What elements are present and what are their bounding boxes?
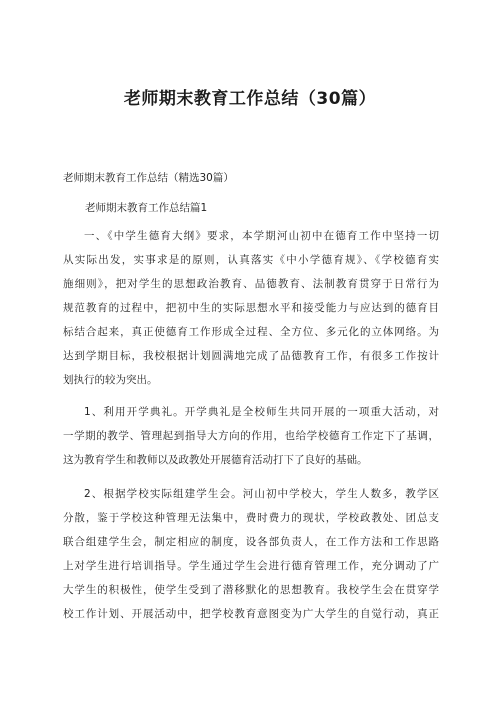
page-title: 老师期末教育工作总结（30篇） bbox=[123, 89, 377, 109]
paragraph-line: 规范教育的过程中，把初中生的实际思想水平和接受能力与应达到的德育目 bbox=[63, 302, 439, 314]
paragraph-3 bbox=[63, 482, 439, 626]
paragraph-1 bbox=[63, 224, 439, 392]
paragraph-line: 联合组建学生会，制定相应的制度，设各部负责人，在工作方法和工作思路 bbox=[63, 536, 439, 548]
paragraph-line: 1、利用开学典礼。开学典礼是全校师生共同开展的一项重大活动，对 bbox=[84, 406, 439, 418]
paragraph-line: 划执行的较为突出。 bbox=[63, 374, 158, 386]
paragraph-line: 分散，鉴于学校这种管理无法集中，费时费力的现状，学校政教处、团总支 bbox=[63, 512, 439, 524]
paragraph-line: 达到学期目标，我校根据计划圆满地完成了品德教育工作，有很多工作按计 bbox=[63, 350, 439, 362]
paragraph-line: 从实际出发，实事求是的原则，认真落实《中小学德育规》、《学校德育实 bbox=[63, 254, 439, 266]
section-heading: 老师期末教育工作总结篇1 bbox=[85, 202, 208, 214]
paragraph-line: 一学期的教学、管理起到指导大方向的作用，也给学校德育工作定下了基调， bbox=[63, 430, 439, 442]
paragraph-line: 大学生的积极性，使学生受到了潜移默化的思想教育。我校学生会在贯穿学 bbox=[63, 584, 439, 596]
paragraph-line: 施细则》，把对学生的思想政治教育、品德教育、法制教育贯穿于日常行为 bbox=[63, 278, 439, 290]
paragraph-line: 这为教育学生和教师以及政教处开展德育活动打下了良好的基础。 bbox=[63, 454, 368, 466]
paragraph-line: 一、《中学生德育大纲》要求，本学期河山初中在德育工作中坚持一切 bbox=[84, 230, 439, 242]
paragraph-line: 校工作计划、开展活动中，把学校教育意图变为广大学生的自觉行动，真正 bbox=[63, 608, 439, 620]
paragraph-line: 2、根据学校实际组建学生会。河山初中学校大，学生人数多，教学区 bbox=[84, 488, 439, 500]
paragraph-line: 标结合起来，真正使德育工作形成全过程、全方位、多元化的立体网络。为 bbox=[63, 326, 439, 338]
paragraph-2 bbox=[63, 400, 439, 472]
paragraph-line: 上对学生进行培训指导。学生通过学生会进行德育管理工作，充分调动了广 bbox=[63, 560, 439, 572]
document-subtitle: 老师期末教育工作总结（精选30篇） bbox=[63, 172, 234, 184]
